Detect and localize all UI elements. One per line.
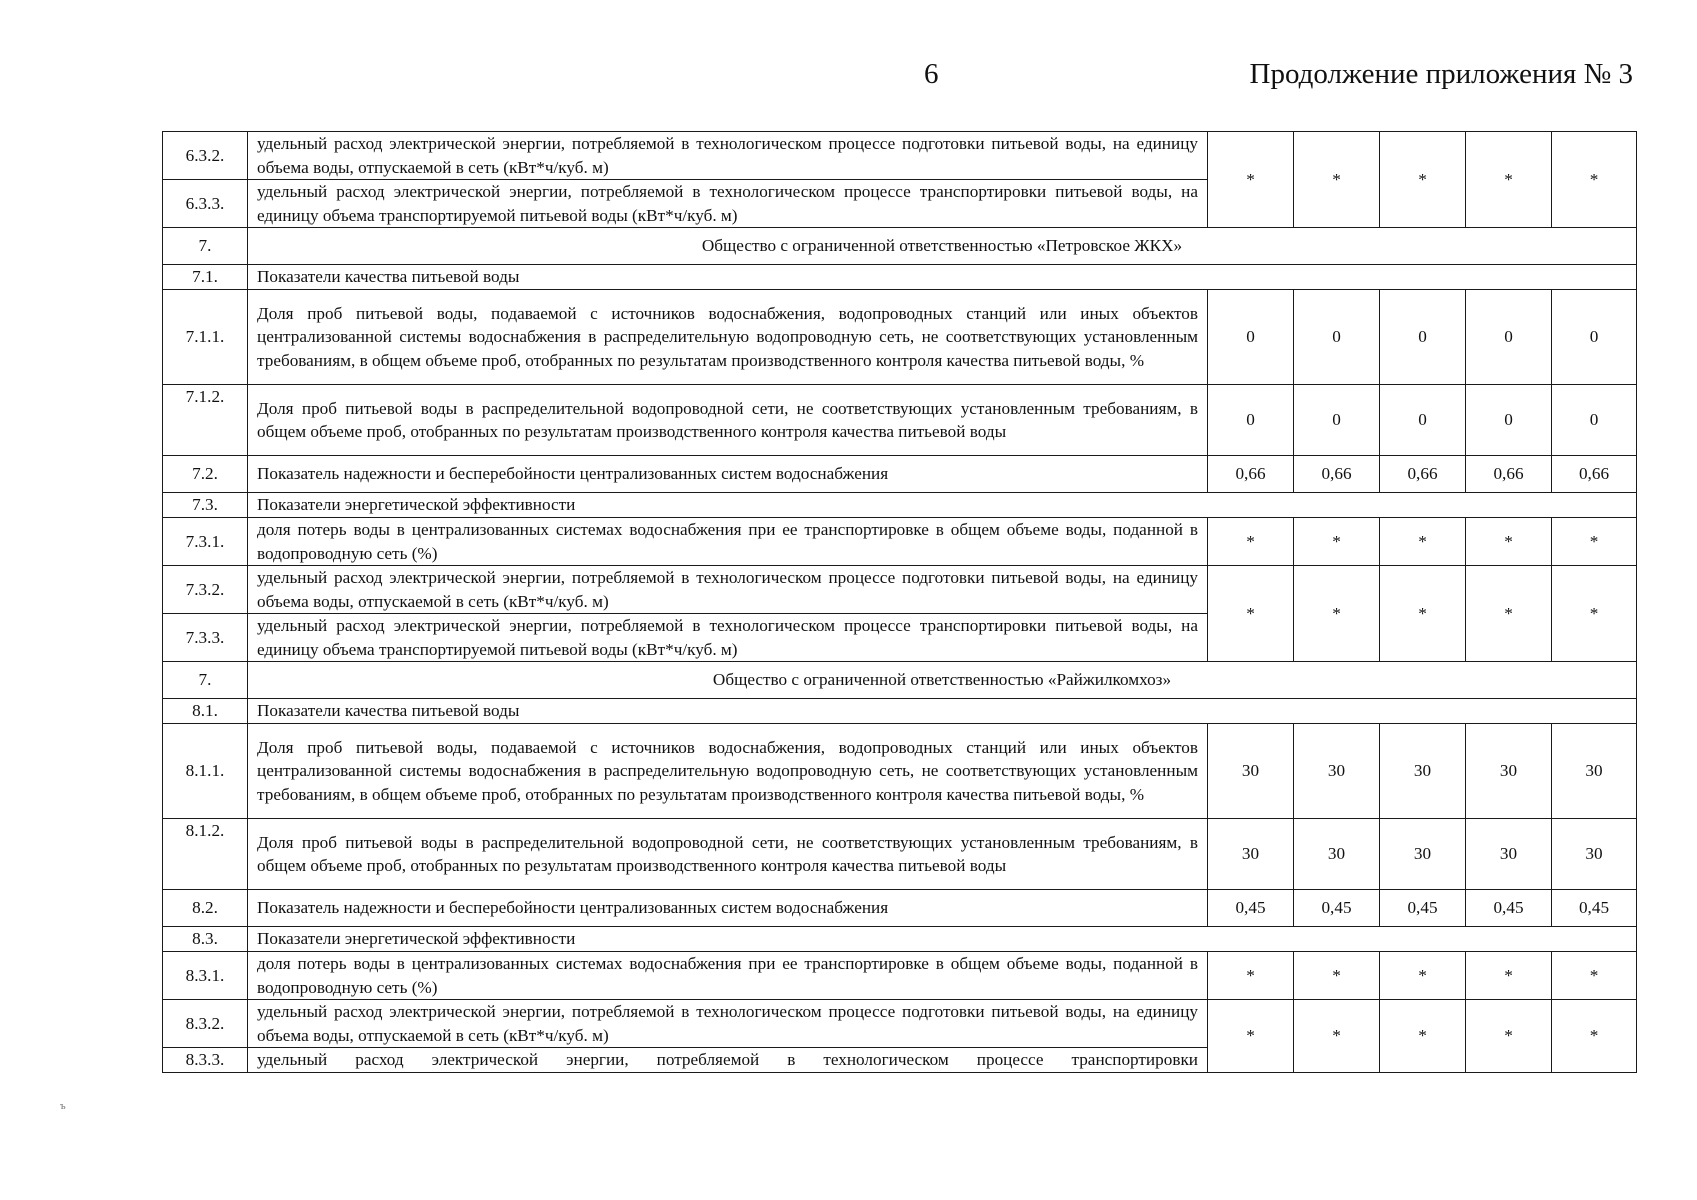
table-row — [163, 456, 1637, 493]
indicators-table — [162, 131, 1637, 1073]
value-cell: * — [1294, 518, 1380, 566]
table-row — [163, 724, 1637, 819]
row-description: Доля проб питьевой воды, подаваемой с источников водоснабжения, водопроводных станций или иных объектов централизованной системы водоснабжения в распределительную водопроводную сеть, не соответствующих установленным требованиям, в общем объеме проб, отобранных по результатам производственного контроля качества питьевой воды, % — [248, 724, 1208, 819]
value-cell: * — [1466, 518, 1552, 566]
page-number: 6 — [924, 58, 939, 90]
value-cell: 30 — [1294, 724, 1380, 819]
value-cell: * — [1208, 132, 1294, 228]
value-cell: 30 — [1380, 724, 1466, 819]
row-number: 7. — [163, 228, 248, 265]
row-description: Доля проб питьевой воды в распределительной водопроводной сети, не соответствующих установленным требованиям, в общем объеме проб, отобранных по результатам производственного контроля качества питьевой воды — [248, 385, 1208, 456]
section-row — [163, 493, 1637, 518]
value-cell: 30 — [1552, 819, 1637, 890]
row-description: удельный расход электрической энергии, потребляемой в технологическом процессе транспортировки — [248, 1048, 1208, 1073]
row-description: Доля проб питьевой воды, подаваемой с источников водоснабжения, водопроводных станций или иных объектов централизованной системы водоснабжения в распределительную водопроводную сеть, не соответствующих установленным требованиям, в общем объеме проб, отобранных по результатам производственного контроля качества питьевой воды, % — [248, 290, 1208, 385]
organization-name: Общество с ограниченной ответственностью «Петровское ЖКХ» — [248, 228, 1637, 265]
table-row — [163, 1000, 1637, 1048]
row-description: удельный расход электрической энергии, потребляемой в технологическом процессе подготовки питьевой воды, на единицу объема воды, отпускаемой в сеть (кВт*ч/куб. м) — [248, 132, 1208, 180]
row-number: 8.1.1. — [163, 724, 248, 819]
value-cell: * — [1380, 132, 1466, 228]
value-cell: 0,66 — [1466, 456, 1552, 493]
value-cell: 0 — [1208, 385, 1294, 456]
value-cell: 0,45 — [1208, 890, 1294, 927]
row-description: удельный расход электрической энергии, потребляемой в технологическом процессе транспортировки питьевой воды, на единицу объема транспортируемой питьевой воды (кВт*ч/куб. м) — [248, 180, 1208, 228]
value-cell: 0 — [1466, 385, 1552, 456]
value-cell: * — [1466, 952, 1552, 1000]
section-row — [163, 265, 1637, 290]
value-cell: * — [1380, 952, 1466, 1000]
row-number: 8.1. — [163, 699, 248, 724]
row-description: доля потерь воды в централизованных системах водоснабжения при ее транспортировке в общем объеме воды, поданной в водопроводную сеть (%) — [248, 952, 1208, 1000]
row-number: 8.3.3. — [163, 1048, 248, 1073]
table-row — [163, 518, 1637, 566]
row-number: 7.1. — [163, 265, 248, 290]
stray-mark: ъ — [60, 1100, 66, 1112]
organization-name: Общество с ограниченной ответственностью «Райжилкомхоз» — [248, 662, 1637, 699]
value-cell: * — [1294, 952, 1380, 1000]
section-title: Показатели энергетической эффективности — [248, 493, 1637, 518]
row-number: 8.3.1. — [163, 952, 248, 1000]
value-cell: 30 — [1208, 724, 1294, 819]
value-cell: * — [1466, 132, 1552, 228]
value-cell: 0 — [1552, 385, 1637, 456]
appendix-title: Продолжение приложения № 3 — [1249, 58, 1633, 90]
organization-row — [163, 228, 1637, 265]
value-cell: 0,45 — [1380, 890, 1466, 927]
value-cell: 0 — [1380, 290, 1466, 385]
row-number: 7.1.1. — [163, 290, 248, 385]
value-cell: 0,45 — [1294, 890, 1380, 927]
row-number: 8.3.2. — [163, 1000, 248, 1048]
value-cell: * — [1294, 1000, 1380, 1073]
table-row — [163, 890, 1637, 927]
row-number: 7.1.2. — [163, 385, 248, 456]
value-cell: 30 — [1466, 819, 1552, 890]
value-cell: * — [1208, 952, 1294, 1000]
row-number: 7.3.2. — [163, 566, 248, 614]
value-cell: 30 — [1466, 724, 1552, 819]
value-cell: 0 — [1294, 290, 1380, 385]
value-cell: 0 — [1466, 290, 1552, 385]
table-row — [163, 290, 1637, 385]
value-cell: 0 — [1380, 385, 1466, 456]
row-number: 8.1.2. — [163, 819, 248, 890]
value-cell: 0,66 — [1208, 456, 1294, 493]
value-cell: 0 — [1294, 385, 1380, 456]
row-description: Показатель надежности и бесперебойности централизованных систем водоснабжения — [248, 890, 1208, 927]
value-cell: * — [1380, 566, 1466, 662]
row-description: удельный расход электрической энергии, потребляемой в технологическом процессе транспортировки питьевой воды, на единицу объема транспортируемой питьевой воды (кВт*ч/куб. м) — [248, 614, 1208, 662]
value-cell: * — [1552, 132, 1637, 228]
section-title: Показатели качества питьевой воды — [248, 699, 1637, 724]
value-cell: 0,66 — [1380, 456, 1466, 493]
value-cell: * — [1552, 1000, 1637, 1073]
value-cell: * — [1380, 518, 1466, 566]
table-row — [163, 819, 1637, 890]
row-description: Доля проб питьевой воды в распределительной водопроводной сети, не соответствующих установленным требованиям, в общем объеме проб, отобранных по результатам производственного контроля качества питьевой воды — [248, 819, 1208, 890]
row-number: 7.3.3. — [163, 614, 248, 662]
value-cell: 0,45 — [1552, 890, 1637, 927]
value-cell: * — [1552, 952, 1637, 1000]
value-cell: 0 — [1208, 290, 1294, 385]
row-number: 7.3.1. — [163, 518, 248, 566]
value-cell: 0,45 — [1466, 890, 1552, 927]
value-cell: * — [1208, 1000, 1294, 1073]
value-cell: * — [1208, 518, 1294, 566]
value-cell: 30 — [1380, 819, 1466, 890]
table-row — [163, 385, 1637, 456]
row-number: 8.3. — [163, 927, 248, 952]
section-row — [163, 927, 1637, 952]
row-number: 7. — [163, 662, 248, 699]
table-row — [163, 132, 1637, 180]
value-cell: * — [1380, 1000, 1466, 1073]
row-description: удельный расход электрической энергии, потребляемой в технологическом процессе подготовки питьевой воды, на единицу объема воды, отпускаемой в сеть (кВт*ч/куб. м) — [248, 1000, 1208, 1048]
row-number: 8.2. — [163, 890, 248, 927]
value-cell: * — [1552, 518, 1637, 566]
value-cell: 30 — [1208, 819, 1294, 890]
section-title: Показатели энергетической эффективности — [248, 927, 1637, 952]
value-cell: 0 — [1552, 290, 1637, 385]
row-description: удельный расход электрической энергии, потребляемой в технологическом процессе подготовки питьевой воды, на единицу объема воды, отпускаемой в сеть (кВт*ч/куб. м) — [248, 566, 1208, 614]
organization-row — [163, 662, 1637, 699]
value-cell: * — [1208, 566, 1294, 662]
row-number: 6.3.3. — [163, 180, 248, 228]
value-cell: 30 — [1552, 724, 1637, 819]
value-cell: * — [1294, 132, 1380, 228]
value-cell: * — [1466, 1000, 1552, 1073]
value-cell: 0,66 — [1294, 456, 1380, 493]
table-row — [163, 952, 1637, 1000]
row-description: Показатель надежности и бесперебойности централизованных систем водоснабжения — [248, 456, 1208, 493]
value-cell: * — [1466, 566, 1552, 662]
row-number: 7.2. — [163, 456, 248, 493]
value-cell: 0,66 — [1552, 456, 1637, 493]
value-cell: * — [1294, 566, 1380, 662]
row-number: 6.3.2. — [163, 132, 248, 180]
section-row — [163, 699, 1637, 724]
table-row — [163, 566, 1637, 614]
row-number: 7.3. — [163, 493, 248, 518]
value-cell: * — [1552, 566, 1637, 662]
section-title: Показатели качества питьевой воды — [248, 265, 1637, 290]
row-description: доля потерь воды в централизованных системах водоснабжения при ее транспортировке в общем объеме воды, поданной в водопроводную сеть (%) — [248, 518, 1208, 566]
value-cell: 30 — [1294, 819, 1380, 890]
